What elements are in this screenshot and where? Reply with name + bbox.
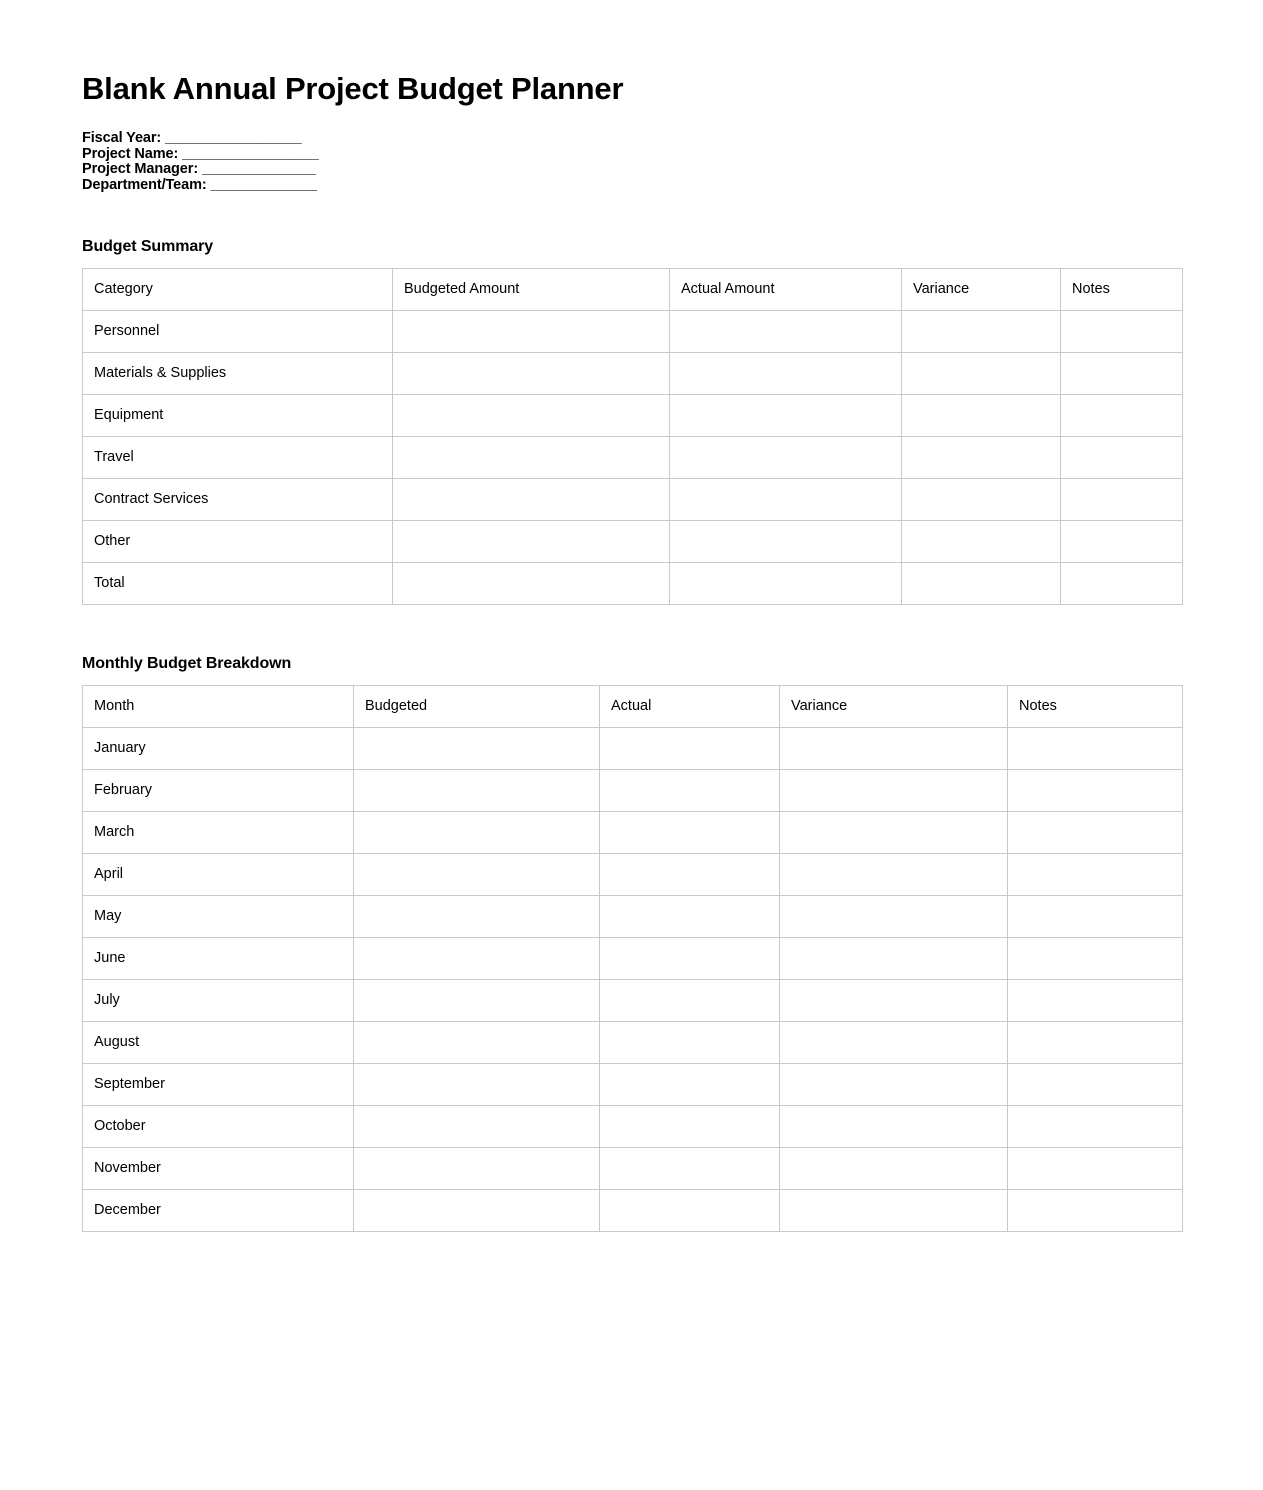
table-header-row <box>83 685 1183 727</box>
cell-budgeted[interactable] <box>393 394 670 436</box>
cell-budgeted[interactable] <box>354 853 600 895</box>
cell-budgeted[interactable] <box>354 895 600 937</box>
section-spacer <box>82 605 1183 655</box>
table-row <box>83 436 1183 478</box>
table-row <box>83 937 1183 979</box>
cell-notes[interactable] <box>1008 1105 1183 1147</box>
cell-month: July <box>83 979 354 1021</box>
cell-month: June <box>83 937 354 979</box>
cell-actual[interactable] <box>670 352 902 394</box>
cell-notes-total[interactable] <box>1061 562 1183 604</box>
cell-actual-total[interactable] <box>670 562 902 604</box>
cell-actual[interactable] <box>600 1063 780 1105</box>
table-row <box>83 478 1183 520</box>
cell-notes[interactable] <box>1008 1021 1183 1063</box>
table-row <box>83 352 1183 394</box>
cell-variance[interactable] <box>780 1189 1008 1231</box>
cell-month: August <box>83 1021 354 1063</box>
cell-actual[interactable] <box>670 520 902 562</box>
column-header-budgeted-amount: Budgeted Amount <box>393 268 670 310</box>
cell-actual[interactable] <box>600 979 780 1021</box>
cell-actual[interactable] <box>600 1147 780 1189</box>
cell-budgeted[interactable] <box>393 478 670 520</box>
table-row <box>83 853 1183 895</box>
cell-notes[interactable] <box>1008 811 1183 853</box>
cell-actual[interactable] <box>600 1021 780 1063</box>
form-field-label: Project Name: <box>82 145 179 162</box>
table-row <box>83 895 1183 937</box>
table-header-row <box>83 268 1183 310</box>
cell-notes[interactable] <box>1061 394 1183 436</box>
cell-variance[interactable] <box>780 1105 1008 1147</box>
cell-notes[interactable] <box>1008 853 1183 895</box>
cell-budgeted[interactable] <box>393 352 670 394</box>
cell-category: Travel <box>83 436 393 478</box>
table-row <box>83 310 1183 352</box>
cell-month: December <box>83 1189 354 1231</box>
table-row-total <box>83 562 1183 604</box>
table-row <box>83 1063 1183 1105</box>
cell-variance[interactable] <box>780 853 1008 895</box>
cell-notes[interactable] <box>1008 1147 1183 1189</box>
cell-variance[interactable] <box>902 436 1061 478</box>
cell-actual[interactable] <box>670 310 902 352</box>
cell-month: September <box>83 1063 354 1105</box>
form-field-label: Fiscal Year: <box>82 130 162 147</box>
monthly-breakdown-table <box>82 685 1183 1232</box>
column-header-notes: Notes <box>1008 685 1183 727</box>
cell-category: Other <box>83 520 393 562</box>
form-field-blank: ______________ <box>210 176 317 193</box>
column-header-actual: Actual <box>600 685 780 727</box>
budget-summary-table <box>82 268 1183 605</box>
cell-notes[interactable] <box>1061 310 1183 352</box>
cell-month: January <box>83 727 354 769</box>
cell-variance[interactable] <box>780 811 1008 853</box>
table-row <box>83 769 1183 811</box>
cell-budgeted[interactable] <box>354 727 600 769</box>
table-row <box>83 727 1183 769</box>
cell-budgeted-total[interactable] <box>393 562 670 604</box>
column-header-variance: Variance <box>780 685 1008 727</box>
cell-notes[interactable] <box>1008 727 1183 769</box>
form-fields-block <box>82 131 1183 193</box>
form-field-blank: __________________ <box>182 145 319 162</box>
cell-actual[interactable] <box>600 769 780 811</box>
cell-category: Equipment <box>83 394 393 436</box>
cell-month: November <box>83 1147 354 1189</box>
cell-month: May <box>83 895 354 937</box>
cell-actual[interactable] <box>600 811 780 853</box>
cell-budgeted[interactable] <box>354 811 600 853</box>
cell-actual[interactable] <box>600 895 780 937</box>
cell-category: Materials & Supplies <box>83 352 393 394</box>
cell-notes[interactable] <box>1061 352 1183 394</box>
column-header-notes: Notes <box>1061 268 1183 310</box>
cell-actual[interactable] <box>600 937 780 979</box>
cell-budgeted[interactable] <box>393 310 670 352</box>
cell-budgeted[interactable] <box>354 979 600 1021</box>
cell-month: October <box>83 1105 354 1147</box>
table-row <box>83 1147 1183 1189</box>
table-row <box>83 1189 1183 1231</box>
cell-notes[interactable] <box>1008 1189 1183 1231</box>
form-field-department-team[interactable] <box>82 178 1183 194</box>
column-header-category: Category <box>83 268 393 310</box>
cell-month: March <box>83 811 354 853</box>
cell-actual[interactable] <box>670 478 902 520</box>
cell-variance[interactable] <box>780 727 1008 769</box>
cell-notes[interactable] <box>1008 895 1183 937</box>
cell-variance[interactable] <box>780 1147 1008 1189</box>
cell-budgeted[interactable] <box>354 1147 600 1189</box>
cell-category: Contract Services <box>83 478 393 520</box>
table-row <box>83 520 1183 562</box>
cell-variance[interactable] <box>780 937 1008 979</box>
column-header-actual-amount: Actual Amount <box>670 268 902 310</box>
cell-category-total: Total <box>83 562 393 604</box>
cell-actual[interactable] <box>600 1189 780 1231</box>
form-field-fiscal-year[interactable] <box>82 131 1183 147</box>
form-field-project-manager[interactable] <box>82 162 1183 178</box>
cell-budgeted[interactable] <box>354 1021 600 1063</box>
cell-variance[interactable] <box>780 1063 1008 1105</box>
cell-budgeted[interactable] <box>354 769 600 811</box>
cell-budgeted[interactable] <box>354 1063 600 1105</box>
cell-variance-total[interactable] <box>902 562 1061 604</box>
cell-variance[interactable] <box>902 394 1061 436</box>
form-field-blank: __________________ <box>165 130 302 147</box>
cell-notes[interactable] <box>1061 478 1183 520</box>
table-row <box>83 1105 1183 1147</box>
column-header-budgeted: Budgeted <box>354 685 600 727</box>
form-field-label: Project Manager: <box>82 161 199 178</box>
form-field-label: Department/Team: <box>82 176 207 193</box>
cell-month: April <box>83 853 354 895</box>
cell-variance[interactable] <box>780 979 1008 1021</box>
cell-notes[interactable] <box>1008 979 1183 1021</box>
cell-variance[interactable] <box>780 769 1008 811</box>
cell-budgeted[interactable] <box>354 1105 600 1147</box>
cell-actual[interactable] <box>600 1105 780 1147</box>
table-row <box>83 979 1183 1021</box>
page-title: Blank Annual Project Budget Planner <box>82 71 624 106</box>
cell-variance[interactable] <box>780 1021 1008 1063</box>
cell-variance[interactable] <box>780 895 1008 937</box>
cell-notes[interactable] <box>1061 436 1183 478</box>
column-header-variance: Variance <box>902 268 1061 310</box>
cell-actual[interactable] <box>670 436 902 478</box>
table-row <box>83 394 1183 436</box>
cell-actual[interactable] <box>600 853 780 895</box>
form-field-blank: _______________ <box>201 161 316 178</box>
cell-notes[interactable] <box>1008 769 1183 811</box>
cell-budgeted[interactable] <box>354 937 600 979</box>
cell-category: Personnel <box>83 310 393 352</box>
cell-budgeted[interactable] <box>354 1189 600 1231</box>
form-field-project-name[interactable] <box>82 147 1183 163</box>
cell-actual[interactable] <box>670 394 902 436</box>
cell-budgeted[interactable] <box>393 520 670 562</box>
column-header-month: Month <box>83 685 354 727</box>
cell-actual[interactable] <box>600 727 780 769</box>
cell-notes[interactable] <box>1061 520 1183 562</box>
cell-variance[interactable] <box>902 520 1061 562</box>
monthly-breakdown-heading: Monthly Budget Breakdown <box>82 654 292 672</box>
table-row <box>83 811 1183 853</box>
cell-variance[interactable] <box>902 352 1061 394</box>
table-row <box>83 1021 1183 1063</box>
cell-notes[interactable] <box>1008 937 1183 979</box>
cell-notes[interactable] <box>1008 1063 1183 1105</box>
cell-month: February <box>83 769 354 811</box>
cell-variance[interactable] <box>902 478 1061 520</box>
cell-budgeted[interactable] <box>393 436 670 478</box>
budget-summary-heading: Budget Summary <box>82 237 214 255</box>
cell-variance[interactable] <box>902 310 1061 352</box>
